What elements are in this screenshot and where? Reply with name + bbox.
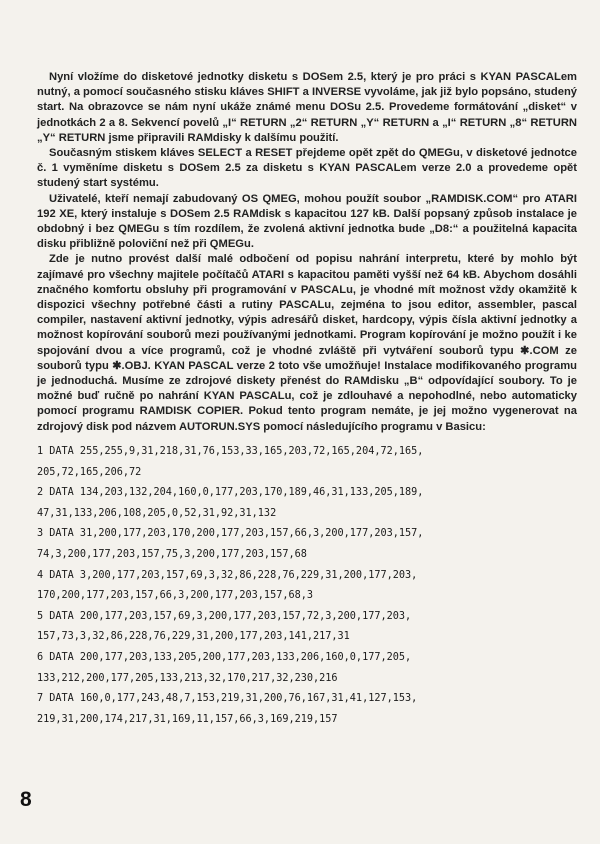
listing-entry-7 [37, 689, 587, 730]
body-text [37, 70, 577, 435]
listing-line: 1 DATA 255,255,9,31,218,31,76,153,33,165,203,72,165,204,72,165, [37, 446, 424, 457]
listing-line-continuation: 205,72,165,206,72 [37, 466, 142, 478]
page-number: 8 [20, 788, 32, 811]
paragraph-ramdisk-com: Uživatelé, kteří nemají zabudovaný OS QMEG, mohou použít soubor „RAMDISK.COM“ pro ATARI 192 XE, který instaluje s DOSem 2.5 RAMdisk s kapacitou 127 kB. Další popsaný způsob instalace je obdobný i bez QMEGu s tím rozdílem, že zvolená aktivní jednotka bude „D8:“ a použitelná kapacita disku přibližně poloviční než při QMEGu. [37, 192, 577, 251]
listing-line-continuation: 133,212,200,177,205,133,213,32,170,217,32,230,216 [37, 672, 338, 684]
basic-listing [37, 442, 587, 730]
paragraph-select-reset: Současným stiskem kláves SELECT a RESET přejdeme opět zpět do QMEGu, v disketové jednotce č. 1 vyměníme disketu s DOSem 2.5 za disketu s KYAN PASCALem verze 2.0 a provedeme opět studený start systému. [37, 147, 577, 190]
listing-line: 4 DATA 3,200,177,203,157,69,3,32,86,228,76,229,31,200,177,203, [37, 569, 418, 581]
listing-entry-6 [37, 648, 587, 689]
listing-line: 3 DATA 31,200,177,203,170,200,177,203,157,66,3,200,177,203,157, [37, 528, 424, 540]
listing-line-continuation: 170,200,177,203,157,66,3,200,177,203,157,68,3 [37, 590, 314, 602]
listing-entry-3 [37, 524, 587, 565]
listing-entry-1 [37, 442, 587, 483]
listing-line-continuation: 74,3,200,177,203,157,75,3,200,177,203,157,68 [37, 548, 307, 560]
listing-line-continuation: 47,31,133,206,108,205,0,52,31,92,31,132 [37, 507, 277, 519]
paragraph-ramdisk-copier: Zde je nutno provést další malé odbočení od popisu nahrání interpretu, které by mohlo být zajímavé pro všechny majitele počítačů ATARI s kapacitou paměti vyšší než 64 kB. Abychom dosáhli značného komfortu obsluhy při programování v PASCALu, je vhodné mít možnost vždy okamžitě k dispozici všechny potřebné části a rutiny PASCALu, zejména to jsou editor, assembler, pascal compiler, nastavení aktivní jednotky, výpis adresářů disket, hardcopy, výpis čísla aktivní jednotky a možnost kopírování souborů mezi používanými jednotkami. Program kopírování je možno použít i ke spojování dvou a více programů, což je vhodné zvláště při vytváření souborů typu ✱.COM ze souborů typu ✱.OBJ. KYAN PASCAL verze 2 toto vše umožňuje! Instalace modifikovaného programu je jednoduchá. Musíme ze zdrojové diskety přenést do RAMdisku „B“ odpovídající soubory. To je možné buď ručně po nahrání KYAN PASCALu, což je zdlouhavé a nepohodlné, nebo automaticky pomocí programu RAMDISK COPIER. Pokud tento program nemáte, je jej možno vygenerovat na zdrojový disk pod názvem AUTORUN.SYS pomocí následujícího programu v Basicu: [37, 253, 577, 433]
listing-line: 7 DATA 160,0,177,243,48,7,153,219,31,200,76,167,31,41,127,153, [37, 693, 418, 705]
listing-entry-4 [37, 566, 587, 607]
listing-line-continuation: 219,31,200,174,217,31,169,11,157,66,3,169,219,157 [37, 713, 338, 725]
listing-entry-2 [37, 483, 587, 524]
listing-line: 6 DATA 200,177,203,133,205,200,177,203,133,206,160,0,177,205, [37, 651, 412, 663]
listing-entry-5 [37, 607, 587, 648]
paragraph-dos-format: Nyní vložíme do disketové jednotky disketu s DOSem 2.5, který je pro práci s KYAN PASCALem nutný, a pomocí současného stisku kláves SHIFT a INVERSE vyvoláme, jak již bylo popsáno, studený start. Na obrazovce se nám nyní ukáže známé menu DOSu 2.5. Provedeme formátování „disket“ v jednotkách 2 a 8. Sekvencí povelů „I“ RETURN „2“ RETURN „Y“ RETURN a „I“ RETURN „8“ RETURN „Y“ RETURN jsme připravili RAMdisky k dalšímu použití. [37, 71, 577, 144]
listing-line: 2 DATA 134,203,132,204,160,0,177,203,170,189,46,31,133,205,189, [37, 487, 424, 499]
listing-line-continuation: 157,73,3,32,86,228,76,229,31,200,177,203,141,217,31 [37, 631, 350, 643]
listing-line: 5 DATA 200,177,203,157,69,3,200,177,203,157,72,3,200,177,203, [37, 610, 412, 622]
